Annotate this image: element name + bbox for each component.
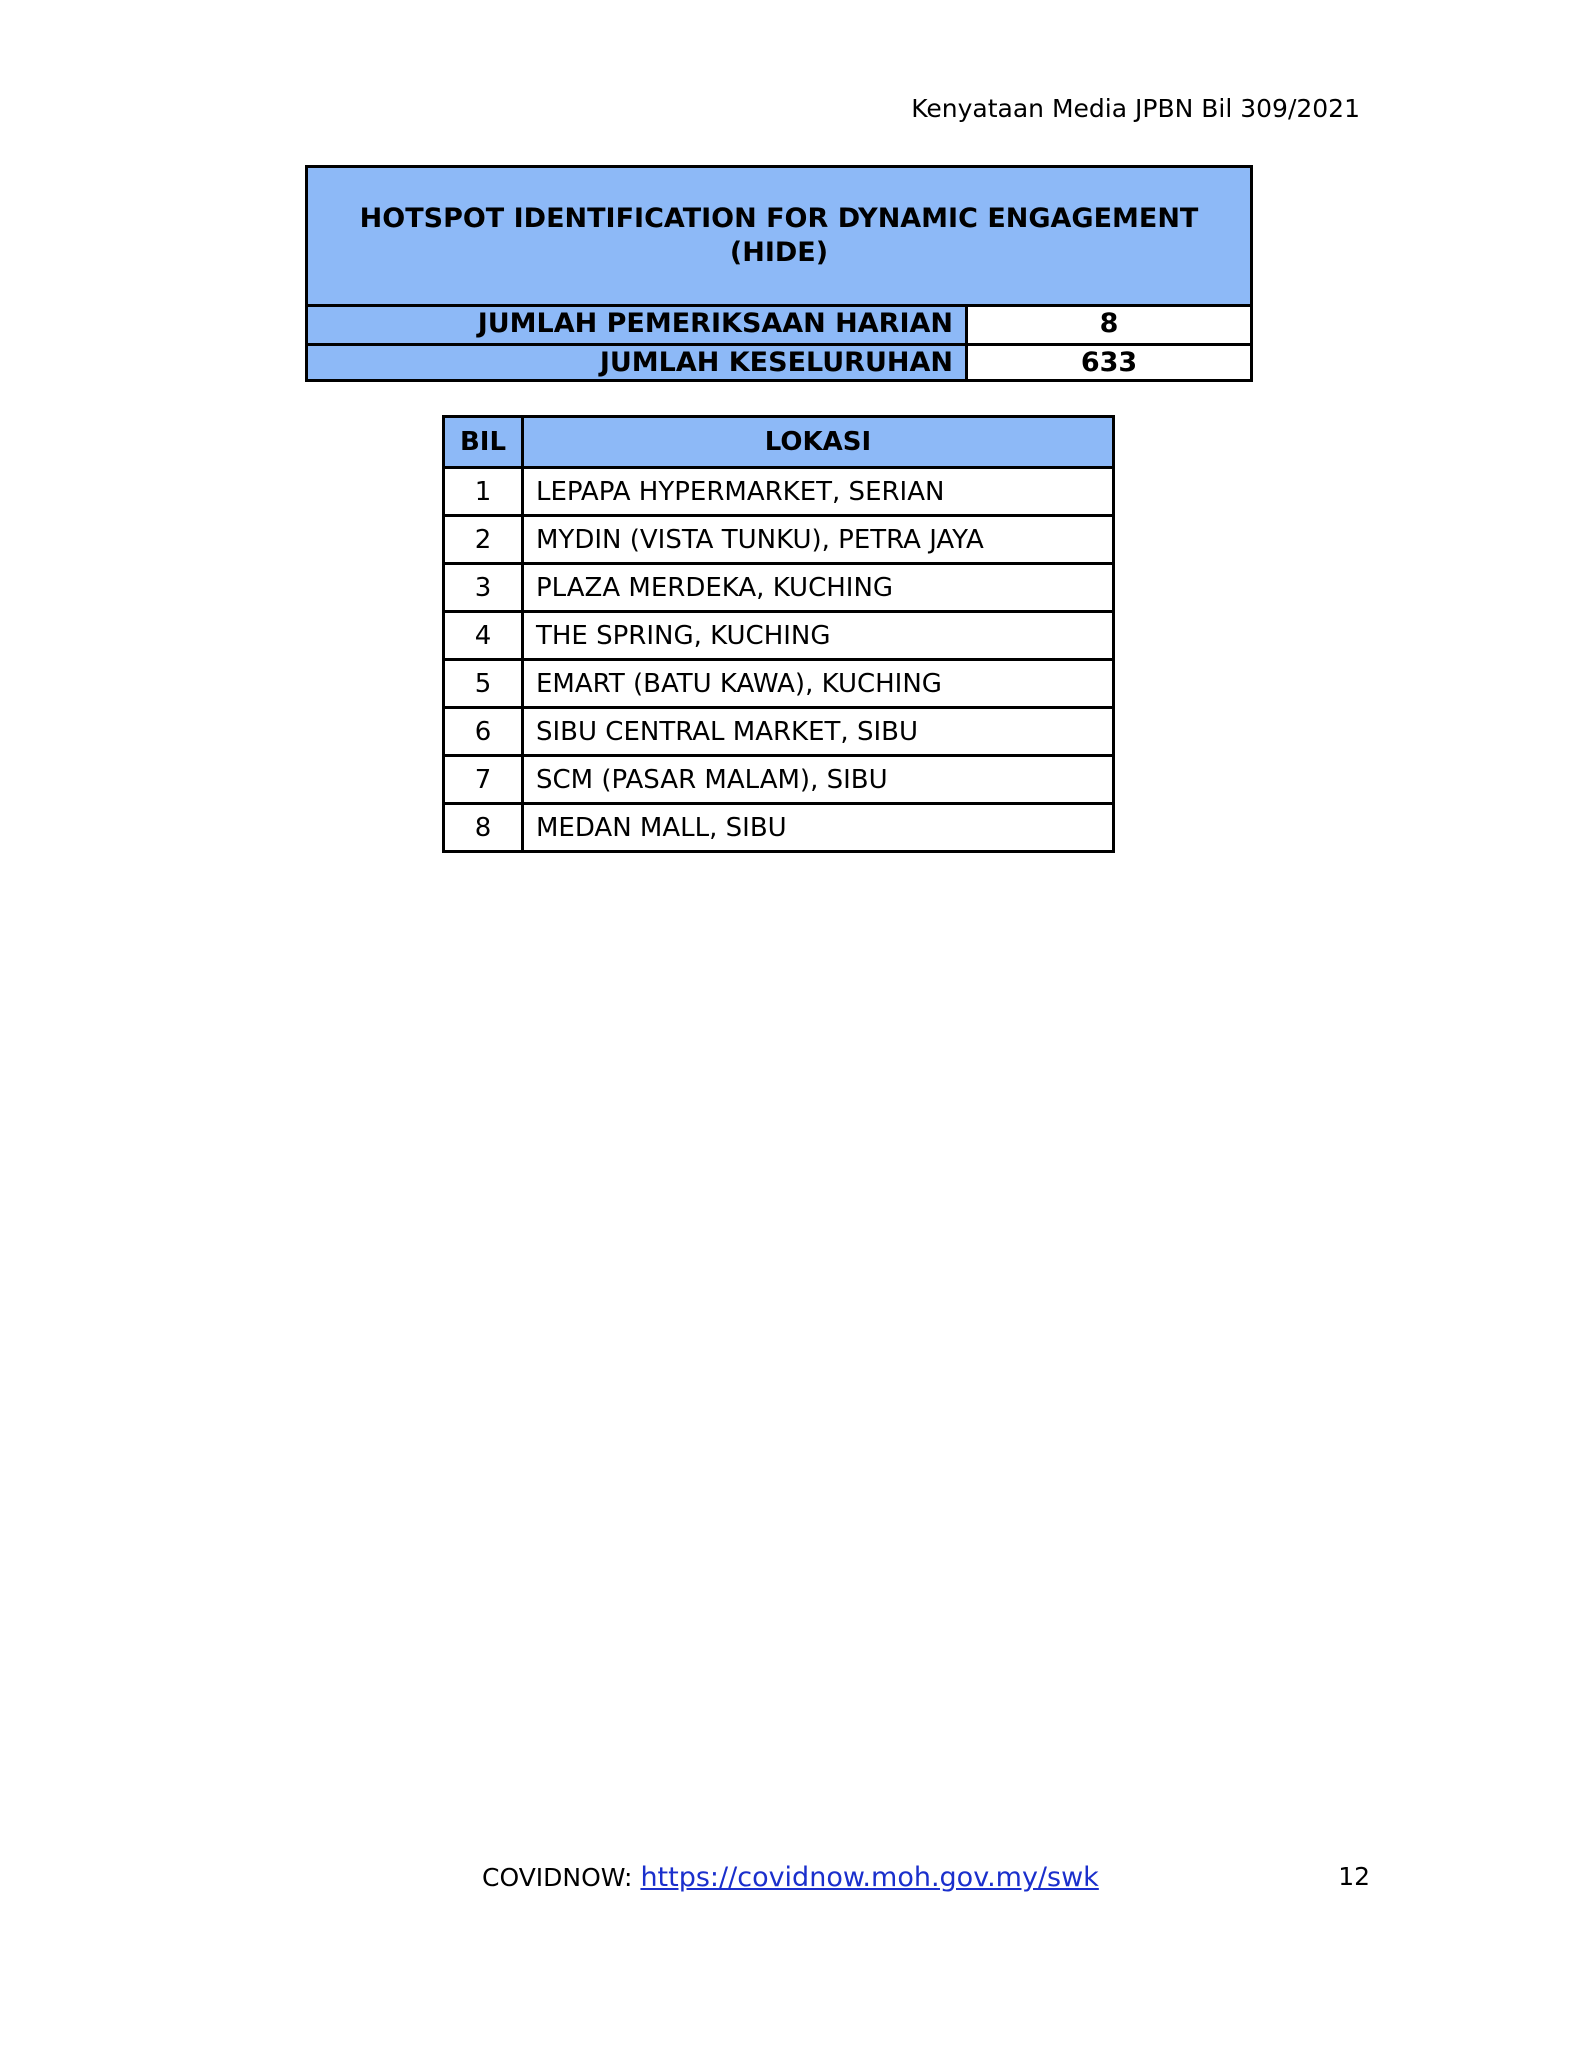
header-lokasi: LOKASI [523, 417, 1114, 468]
total-inspections-label: JUMLAH KESELURUHAN [308, 346, 968, 379]
row-number: 5 [444, 660, 523, 708]
row-location: MYDIN (VISTA TUNKU), PETRA JAYA [523, 516, 1114, 564]
total-inspections-value: 633 [968, 346, 1250, 379]
row-location: MEDAN MALL, SIBU [523, 804, 1114, 852]
daily-inspections-label: JUMLAH PEMERIKSAAN HARIAN [308, 307, 968, 343]
daily-inspections-value: 8 [968, 307, 1250, 343]
hide-summary-table [305, 165, 1253, 382]
header-bil: BIL [444, 417, 523, 468]
locations-header-row [444, 417, 1114, 468]
row-location: PLAZA MERDEKA, KUCHING [523, 564, 1114, 612]
document-reference: Kenyataan Media JPBN Bil 309/2021 [911, 94, 1360, 123]
row-number: 4 [444, 612, 523, 660]
row-number: 7 [444, 756, 523, 804]
footer [482, 1862, 1099, 1893]
locations-table [442, 415, 1115, 853]
row-number: 1 [444, 468, 523, 516]
row-number: 6 [444, 708, 523, 756]
table-row [444, 564, 1114, 612]
footer-label: COVIDNOW: [482, 1863, 641, 1892]
table-row [444, 612, 1114, 660]
covidnow-link[interactable]: https://covidnow.moh.gov.my/swk [640, 1862, 1099, 1893]
row-location: LEPAPA HYPERMARKET, SERIAN [523, 468, 1114, 516]
table-row [444, 468, 1114, 516]
table-row [444, 516, 1114, 564]
table-row [444, 708, 1114, 756]
summary-row-total [308, 343, 1250, 379]
table-row [444, 756, 1114, 804]
summary-title-line1: HOTSPOT IDENTIFICATION FOR DYNAMIC ENGAGEMENT [359, 203, 1199, 234]
row-location: SIBU CENTRAL MARKET, SIBU [523, 708, 1114, 756]
row-location: EMART (BATU KAWA), KUCHING [523, 660, 1114, 708]
table-row [444, 660, 1114, 708]
row-number: 2 [444, 516, 523, 564]
summary-row-daily [308, 307, 1250, 343]
row-number: 3 [444, 564, 523, 612]
row-number: 8 [444, 804, 523, 852]
row-location: THE SPRING, KUCHING [523, 612, 1114, 660]
table-row [444, 804, 1114, 852]
page-number: 12 [1338, 1862, 1370, 1891]
summary-title [308, 168, 1250, 307]
row-location: SCM (PASAR MALAM), SIBU [523, 756, 1114, 804]
summary-title-line2: (HIDE) [729, 237, 829, 268]
